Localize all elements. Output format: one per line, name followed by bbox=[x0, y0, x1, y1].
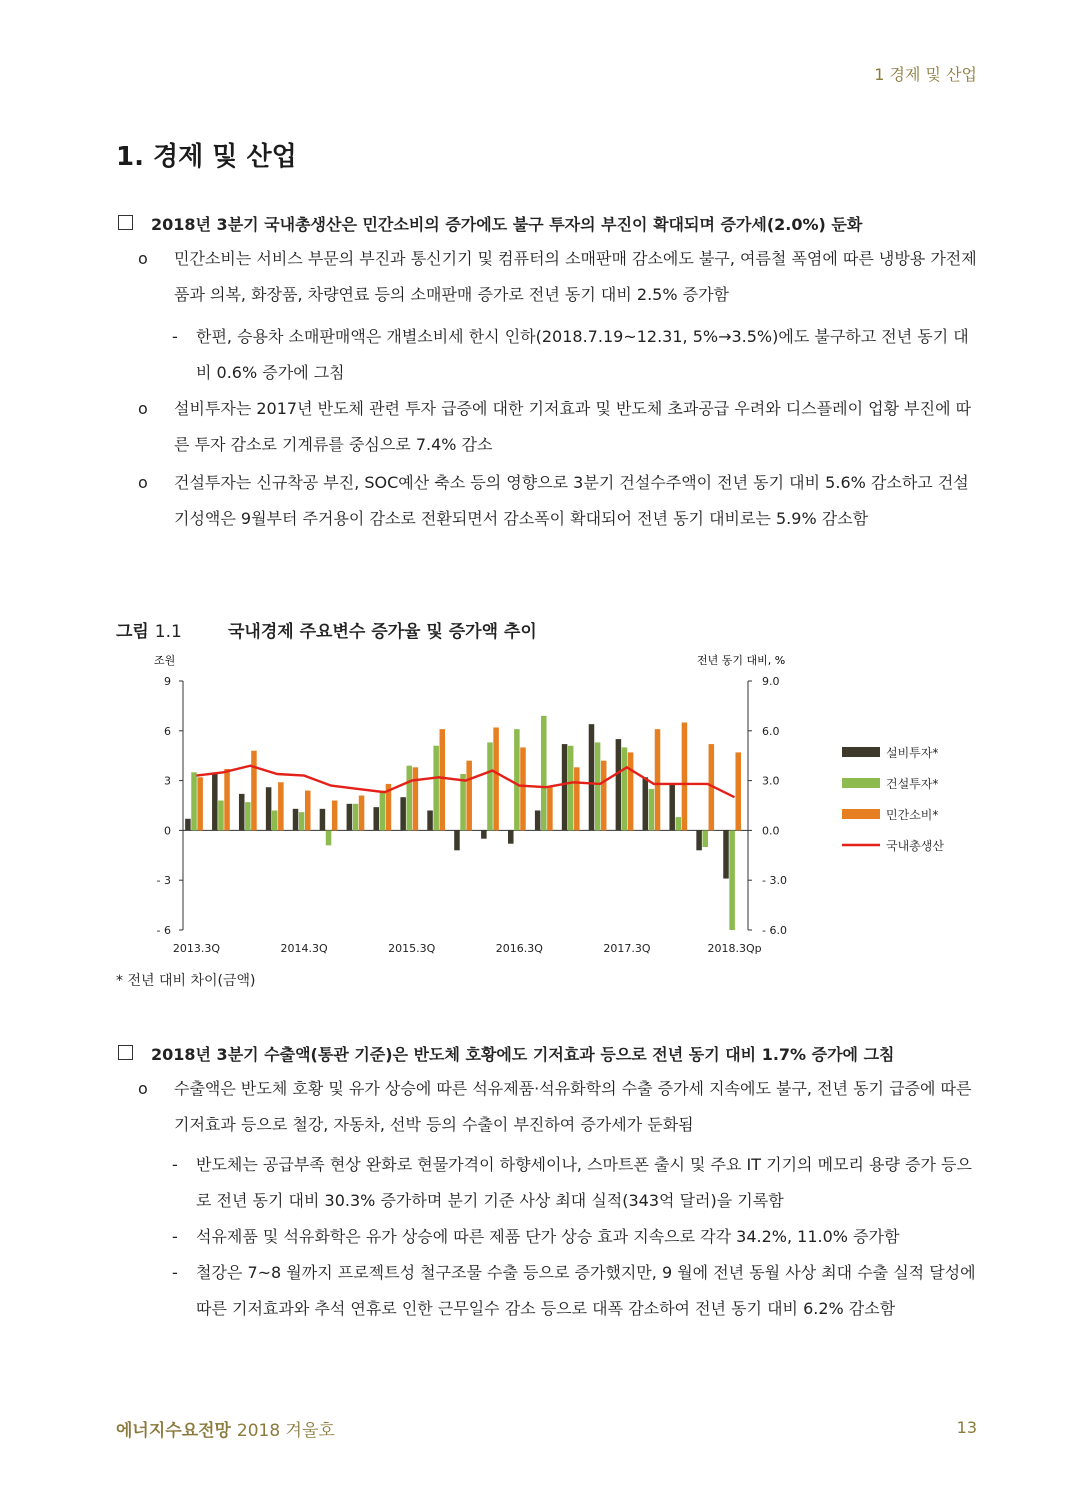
bar-0 bbox=[616, 739, 622, 830]
bar-2 bbox=[305, 791, 311, 831]
list-item bbox=[116, 465, 978, 537]
list-item bbox=[116, 391, 978, 463]
bar-0 bbox=[454, 830, 460, 850]
left-tick-label: 9 bbox=[164, 675, 171, 688]
bar-2 bbox=[197, 777, 203, 830]
bullet-marker: o bbox=[138, 399, 148, 418]
x-tick-label: 2013.3Q bbox=[172, 942, 221, 955]
section-title: 1. 경제 및 산업 bbox=[116, 142, 297, 172]
list-item bbox=[116, 241, 978, 313]
bar-2 bbox=[655, 729, 661, 830]
bar-2 bbox=[682, 723, 688, 831]
bar-1 bbox=[595, 742, 601, 830]
legend-label: 국내총생산 bbox=[886, 839, 944, 853]
figure-number: 1.1 bbox=[154, 622, 182, 642]
list-item bbox=[116, 1255, 978, 1327]
dash-marker: - bbox=[172, 1263, 178, 1282]
x-tick-label: 2014.3Q bbox=[280, 942, 328, 955]
bullet-marker: o bbox=[138, 249, 148, 268]
bar-0 bbox=[669, 784, 675, 830]
bar-2 bbox=[359, 796, 365, 831]
right-tick-label: - 3.0 bbox=[762, 874, 787, 888]
bar-0 bbox=[347, 804, 353, 831]
list-item-text: 수출액은 반도체 호황 및 유가 상승에 따른 석유제품·석유화학의 수출 증가세 지속에도 불구, 전년 동기 급증에 따른 기저효과 등으로 철강, 자동차, 선박 등의 수출이 부진하여 증가세가 둔화됨 bbox=[174, 1079, 972, 1134]
bar-0 bbox=[320, 809, 326, 831]
footer-title: 에너지수요전망 bbox=[116, 1421, 231, 1441]
footer-publication bbox=[116, 1416, 335, 1441]
left-tick-label: 3 bbox=[164, 774, 171, 788]
right-tick-label: 6.0 bbox=[762, 724, 780, 738]
bar-2 bbox=[574, 767, 580, 830]
block1-heading bbox=[116, 212, 978, 235]
bar-1 bbox=[299, 812, 305, 830]
bar-0 bbox=[373, 807, 379, 830]
bar-1 bbox=[245, 802, 251, 830]
list-item bbox=[116, 319, 978, 391]
bar-2 bbox=[251, 751, 257, 831]
dash-marker: - bbox=[172, 327, 178, 346]
left-tick-label: - 6 bbox=[156, 924, 171, 937]
bar-1 bbox=[191, 772, 197, 830]
bar-2 bbox=[224, 769, 230, 830]
bar-0 bbox=[239, 794, 245, 831]
list-item bbox=[116, 1147, 978, 1219]
right-axis-unit: 전년 동기 대비, % bbox=[697, 654, 786, 667]
figure-label: 그림 bbox=[116, 622, 149, 642]
block2-heading bbox=[116, 1042, 978, 1065]
bar-2 bbox=[278, 782, 284, 830]
right-tick-label: 9.0 bbox=[762, 675, 780, 688]
bar-0 bbox=[266, 787, 272, 830]
bar-1 bbox=[541, 716, 547, 831]
footer-year: 2018 겨울호 bbox=[236, 1421, 335, 1441]
bar-0 bbox=[562, 744, 568, 830]
dash-marker: - bbox=[172, 1155, 178, 1174]
checkbox-square-icon bbox=[118, 1045, 133, 1060]
bar-1 bbox=[407, 766, 413, 831]
right-tick-label: 0.0 bbox=[762, 824, 780, 838]
list-item-text: 설비투자는 2017년 반도체 관련 투자 급증에 대한 기저효과 및 반도체 초과공급 우려와 디스플레이 업황 부진에 따른 투자 감소로 기계류를 중심으로 7.4% 감소 bbox=[174, 399, 972, 454]
bar-0 bbox=[723, 830, 729, 878]
bar-0 bbox=[643, 777, 649, 830]
left-axis-unit: 조원 bbox=[154, 654, 176, 667]
bar-2 bbox=[520, 747, 526, 830]
bar-1 bbox=[514, 729, 520, 830]
legend-swatch bbox=[842, 778, 880, 788]
bar-0 bbox=[535, 810, 541, 830]
bar-1 bbox=[380, 791, 386, 831]
legend-label: 민간소비* bbox=[886, 808, 939, 822]
list-item bbox=[116, 1071, 978, 1143]
checkbox-square-icon bbox=[118, 215, 133, 230]
bar-1 bbox=[353, 804, 359, 831]
bar-0 bbox=[589, 724, 595, 830]
bar-1 bbox=[649, 789, 655, 831]
list-item bbox=[116, 1219, 978, 1255]
legend-label: 설비투자* bbox=[886, 746, 939, 760]
bar-1 bbox=[272, 810, 278, 830]
bar-1 bbox=[433, 746, 439, 831]
figure-note: * 전년 대비 차이(금액) bbox=[116, 973, 256, 989]
bar-1 bbox=[729, 830, 735, 930]
bar-2 bbox=[628, 752, 634, 830]
bar-0 bbox=[696, 830, 702, 850]
bar-0 bbox=[293, 809, 299, 831]
figure-caption bbox=[116, 617, 537, 642]
right-tick-label: - 6.0 bbox=[762, 924, 787, 937]
figure-title: 국내경제 주요변수 증가율 및 증가액 추이 bbox=[228, 622, 537, 642]
list-item-text: 철강은 7~8 월까지 프로젝트성 철구조물 수출 등으로 증가했지만, 9 월에 전년 동월 사상 최대 수출 실적 달성에 따른 기저효과와 추석 연휴로 인한 근무일수 감소 등으로 대폭 감소하여 전년 동기 대비 6.2% 감소함 bbox=[196, 1263, 976, 1318]
legend-swatch bbox=[842, 747, 880, 757]
bar-2 bbox=[493, 727, 499, 830]
bar-0 bbox=[400, 797, 406, 830]
legend-label: 건설투자* bbox=[886, 777, 939, 791]
bar-1 bbox=[460, 774, 466, 830]
block2-heading-text: 2018년 3분기 수출액(통관 기준)은 반도체 호황에도 기저효과 등으로 전년 동기 대비 1.7% 증가에 그침 bbox=[151, 1045, 895, 1064]
bar-2 bbox=[332, 801, 338, 831]
x-tick-label: 2017.3Q bbox=[603, 942, 651, 955]
bar-1 bbox=[487, 742, 493, 830]
x-tick-label: 2016.3Q bbox=[495, 942, 543, 955]
list-item-text: 반도체는 공급부족 현상 완화로 현물가격이 하향세이나, 스마트폰 출시 및 주요 IT 기기의 메모리 용량 증가 등으로 전년 동기 대비 30.3% 증가하며 분기 기준 사상 최대 실적(343억 달러)을 기록함 bbox=[196, 1155, 972, 1210]
bar-0 bbox=[427, 810, 433, 830]
bar-1 bbox=[676, 817, 682, 830]
block2 bbox=[116, 1042, 978, 1327]
bar-0 bbox=[185, 819, 191, 831]
right-tick-label: 3.0 bbox=[762, 774, 780, 788]
bar-0 bbox=[212, 774, 218, 830]
bullet-marker: o bbox=[138, 473, 148, 492]
list-item-text: 한편, 승용차 소매판매액은 개별소비세 한시 인하(2018.7.19~12.31, 5%→3.5%)에도 불구하고 전년 동기 대비 0.6% 증가에 그침 bbox=[196, 327, 969, 382]
bar-2 bbox=[735, 752, 741, 830]
left-tick-label: - 3 bbox=[156, 874, 171, 888]
list-item-text: 건설투자는 신규착공 부진, SOC예산 축소 등의 영향으로 3분기 건설수주액이 전년 동기 대비 5.6% 감소하고 건설기성액은 9월부터 주거용이 감소로 전환되면서 감소폭이 확대되어 전년 동기 대비로는 5.9% 감소함 bbox=[174, 473, 969, 528]
x-tick-label: 2018.3Qp bbox=[707, 942, 762, 955]
legend-swatch bbox=[842, 809, 880, 819]
left-tick-label: 0 bbox=[164, 824, 171, 838]
block1-heading-text: 2018년 3분기 국내총생산은 민간소비의 증가에도 불구 투자의 부진이 확대되며 증가세(2.0%) 둔화 bbox=[151, 215, 863, 234]
bar-0 bbox=[508, 830, 514, 843]
bar-2 bbox=[466, 761, 472, 831]
bar-2 bbox=[440, 729, 446, 830]
bar-1 bbox=[218, 801, 224, 831]
list-item-text: 민간소비는 서비스 부문의 부진과 통신기기 및 컴퓨터의 소매판매 감소에도 불구, 여름철 폭염에 따른 냉방용 가전제품과 의복, 화장품, 차량연료 등의 소매판매 증가로 전년 동기 대비 2.5% 증가함 bbox=[174, 249, 977, 304]
bar-1 bbox=[568, 746, 574, 831]
left-tick-label: 6 bbox=[164, 724, 171, 738]
block1 bbox=[116, 212, 978, 537]
bullet-marker: o bbox=[138, 1079, 148, 1098]
bar-2 bbox=[413, 767, 419, 830]
bar-0 bbox=[481, 830, 487, 838]
bar-1 bbox=[622, 747, 628, 830]
dash-marker: - bbox=[172, 1227, 178, 1246]
list-item-text: 석유제품 및 석유화학은 유가 상승에 따른 제품 단가 상승 효과 지속으로 각각 34.2%, 11.0% 증가함 bbox=[196, 1227, 900, 1246]
x-tick-label: 2015.3Q bbox=[388, 942, 436, 955]
bar-1 bbox=[702, 830, 708, 847]
bar-2 bbox=[601, 761, 607, 831]
running-head: 1 경제 및 산업 bbox=[874, 65, 977, 84]
bar-1 bbox=[326, 830, 332, 845]
bar-2 bbox=[547, 787, 553, 830]
page-number: 13 bbox=[956, 1418, 977, 1437]
chart bbox=[0, 640, 1091, 970]
